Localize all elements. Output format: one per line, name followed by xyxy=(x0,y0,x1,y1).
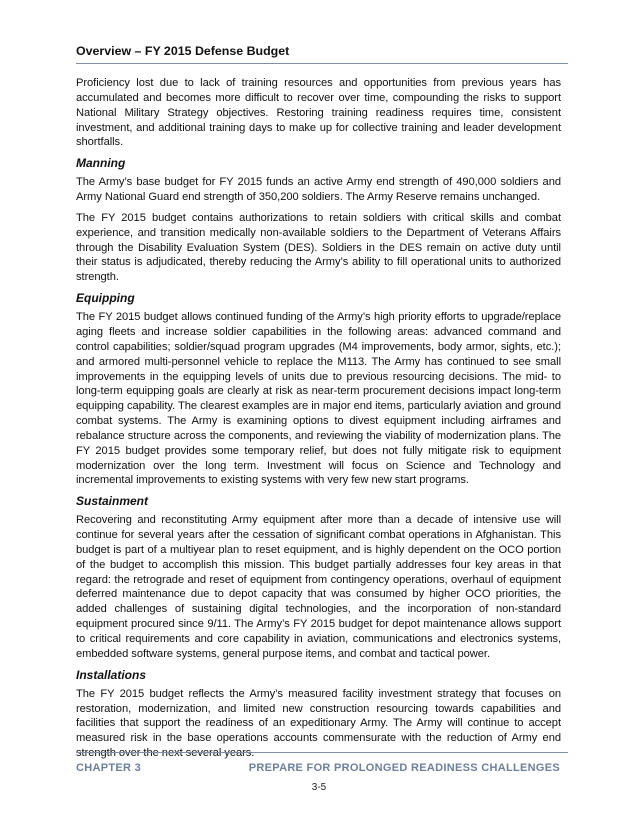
footer-chapter-title: PREPARE FOR PROLONGED READINESS CHALLENGES xyxy=(248,762,560,774)
section-sustainment xyxy=(76,494,561,661)
section-heading: Manning xyxy=(76,156,126,171)
section-equipping xyxy=(76,291,561,488)
page-number: 3-5 xyxy=(311,782,327,793)
intro-paragraph: Proficiency lost due to lack of training resources and opportunities from previous years has accumulated and becomes more difficult to recover over time, compounding the risks to support National Military Strategy objectives. Restoring training readiness requires time, consistent investment, and additional training days to make up for collective training and leader development shortfalls. xyxy=(76,77,561,149)
section-paragraph: The FY 2015 budget allows continued funding of the Army’s high priority efforts to upgrade/replace aging fleets and increase soldier capabilities in the following areas: advanced command and control capabilities; soldier/squad program upgrades (M4 improvements, body armor, sights, etc.); and armored multi-personnel vehicle to replace the M113. The Army has continued to see small improvements in the equipping levels of units due to previous resourcing decisions. The mid- to long-term equipping goals are clearly at risk as near-term procurement decisions impact long-term equipping capability. The clearest examples are in major end items, particularly aviation and ground combat systems. The Army is examining options to divest equipment including airframes and rebalance structure across the components, and reviewing the viability of modernization plans. The FY 2015 budget provides some temporary relief, but does not fully mitigate risk to equipment modernization over the long term. Investment will focus on Science and Technology and incremental improvements to existing systems with very few new start programs. xyxy=(76,311,561,487)
page-header-title: Overview – FY 2015 Defense Budget xyxy=(76,44,568,64)
footer-chapter-label: CHAPTER 3 xyxy=(76,762,142,774)
section-manning xyxy=(76,156,561,285)
section-heading: Installations xyxy=(76,667,147,682)
section-heading: Sustainment xyxy=(76,494,149,509)
footer-divider xyxy=(76,752,568,753)
section-paragraph: Recovering and reconstituting Army equipment after more than a decade of intensive use will continue for several years after the cessation of significant combat operations in Afghanistan. This budget is part of a multiyear plan to reset equipment, and is highly dependent on the OCO portion of the budget to accomplish this mission. This budget partially addresses four key areas in that regard: the retrograde and reset of equipment from contingency operations, overhaul of equipment deferred maintenance due to depot capacity that was consumed by higher OCO priorities, the added challenges of sustaining digital technologies, and the incorporation of non-standard equipment procured since 9/11. The Army’s FY 2015 budget for depot maintenance allows support to critical requirements and core capability in aviation, communications and electronics systems, embedded software systems, general purpose items, and combat and tactical power. xyxy=(76,514,561,660)
section-paragraph: The Army’s base budget for FY 2015 funds an active Army end strength of 490,000 soldiers and Army National Guard end strength of 350,200 soldiers. The Army Reserve remains unchanged. xyxy=(76,176,561,204)
section-paragraph: The FY 2015 budget reflects the Army’s measured facility investment strategy that focuses on restoration, modernization, and limited new construction resourcing towards capabilities and facilities that support the readiness of an expeditionary Army. The Army will continue to accept measured risk in the base operations accounts commensurate with the reduction of Army end strength over the next several years. xyxy=(76,687,561,760)
section-installations xyxy=(76,668,561,761)
page-body xyxy=(76,76,561,767)
section-paragraph: The FY 2015 budget contains authorizations to retain soldiers with critical skills and combat experience, and transition medically non-available soldiers to the Department of Veterans Affairs through the Disability Evaluation System (DES). Soldiers in the DES remain on active duty until their status is adjudicated, thereby reducing the Army’s ability to fill operational units to authorized strength. xyxy=(76,211,561,284)
section-heading: Equipping xyxy=(76,291,135,306)
